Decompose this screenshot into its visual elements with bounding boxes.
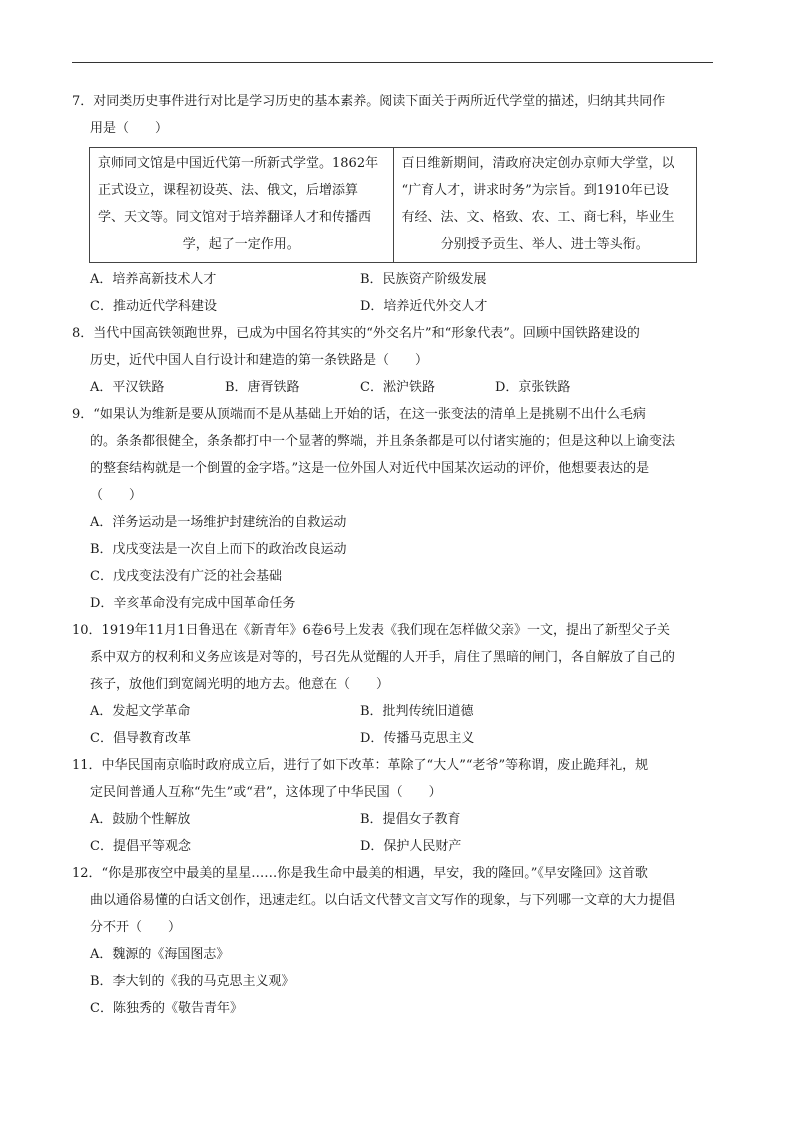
stem-line: 的。条条都很健全，条条都打中一个显著的弊端，并且条条都是可以付诸实施的；但是这种以上谕变法 <box>90 434 676 449</box>
option-b: B．提倡女子教育 <box>360 812 461 827</box>
stem-line: 的整套结构就是一个倒置的金字塔。”这是一位外国人对近代中国某次运动的评价，他想要表达的是 <box>90 461 650 476</box>
options <box>72 374 716 401</box>
stem-line: 曲以通俗易懂的白话文创作，迅速走红。以白话文代替文言文写作的现象，与下列哪一文章的大力提倡 <box>90 893 676 908</box>
option-b: B．戊戌变法是一次自上而下的政治改良运动 <box>90 542 347 557</box>
options <box>72 941 716 1022</box>
stem-line: 7．对同类历史事件进行对比是学习历史的基本素养。阅读下面关于两所近代学堂的描述，归纳其共同作 <box>72 94 666 109</box>
option-a: A．平汉铁路 <box>90 380 165 395</box>
stem-line: 8．当代中国高铁领跑世界，已成为中国名符其实的“外交名片”和“形象代表”。回顾中国铁路建设的 <box>72 326 640 341</box>
option-d: D．京张铁路 <box>495 380 571 395</box>
question-9 <box>72 401 716 617</box>
stem-line: 定民间普通人互称“先生”或“君”，这体现了中华民国（ ） <box>90 785 442 800</box>
option-d: D．培养近代外交人才 <box>360 299 488 314</box>
option-b: B．李大钊的《我的马克思主义观》 <box>90 974 295 989</box>
stem-line: 10．1919年11月1日鲁迅在《新青年》6卷6号上发表《我们现在怎样做父亲》一文，提出了新型父子关 <box>72 623 670 638</box>
question-stem <box>72 617 716 698</box>
option-a: A．培养高新技术人才 <box>90 272 217 287</box>
cell-line: 百日维新期间，清政府决定创办京师大学堂，以 <box>401 156 675 171</box>
stem-line: 9．“如果认为维新是要从顶端而不是从基础上开始的话，在这一张变法的清单上是挑剔不出什么毛病 <box>72 407 646 422</box>
question-8 <box>72 320 716 401</box>
question-stem <box>72 320 716 374</box>
option-c: C．提倡平等观念 <box>90 839 191 854</box>
option-b: B．批判传统旧道德 <box>360 704 474 719</box>
table-cell-tongwenguan <box>90 148 394 263</box>
stem-line: 系中双方的权利和义务应该是对等的，号召先从觉醒的人开手，肩住了黑暗的闸门，各自解放了自己的 <box>90 650 676 665</box>
options <box>72 266 716 320</box>
option-b: B．民族资产阶级发展 <box>360 272 487 287</box>
option-d: D．传播马克思主义 <box>360 731 475 746</box>
option-a: A．洋务运动是一场维护封建统治的自救运动 <box>90 515 347 530</box>
question-list <box>72 88 716 1022</box>
cell-line: 学，起了一定作用。 <box>182 237 300 252</box>
header-rule <box>72 62 713 63</box>
cell-line: 有经、法、文、格致、农、工、商七科，毕业生 <box>401 210 675 225</box>
stem-line: 12．“你是那夜空中最美的星星……你是我生命中最美的相遇，早安，我的隆回。”《早安隆回》这首歌 <box>72 866 648 881</box>
stem-line: （ ） <box>90 488 143 503</box>
cell-line: 学、天文等。同文馆对于培养翻译人才和传播西 <box>98 210 372 225</box>
option-a: A．发起文学革命 <box>90 704 191 719</box>
question-stem <box>72 752 716 806</box>
stem-line: 分不开（ ） <box>90 920 182 935</box>
question-stem <box>72 860 716 941</box>
cell-line: 分别授予贡生、举人、进士等头衔。 <box>440 237 649 252</box>
cell-line: “广育人才，讲求时务”为宗旨。到1910年已设 <box>401 183 669 198</box>
options <box>72 509 716 617</box>
cell-line: 正式设立，课程初设英、法、俄文，后增添算 <box>98 183 359 198</box>
question-11 <box>72 752 716 860</box>
option-b: B．唐胥铁路 <box>225 380 300 395</box>
table-cell-daxuetang <box>393 148 697 263</box>
option-a: A．鼓励个性解放 <box>90 812 191 827</box>
options <box>72 698 716 752</box>
stem-line: 用是（ ） <box>90 121 169 136</box>
question-stem <box>72 401 716 509</box>
stem-line: 11．中华民国南京临时政府成立后，进行了如下改革：革除了“大人”“老爷”等称谓，废止跪拜礼，规 <box>72 758 649 773</box>
question-12 <box>72 860 716 1022</box>
stem-line: 孩子，放他们到宽阔光明的地方去。他意在（ ） <box>90 677 390 692</box>
question-7 <box>72 88 716 320</box>
option-c: C．戊戌变法没有广泛的社会基础 <box>90 569 282 584</box>
option-c: C．推动近代学科建设 <box>90 299 217 314</box>
stem-line: 历史，近代中国人自行设计和建造的第一条铁路是（ ） <box>90 353 429 368</box>
question-10 <box>72 617 716 752</box>
option-c: C．陈独秀的《敬告青年》 <box>90 1001 243 1016</box>
question-stem <box>72 88 716 142</box>
cell-line: 京师同文馆是中国近代第一所新式学堂。1862年 <box>98 156 379 171</box>
option-c: C．倡导教育改革 <box>90 731 191 746</box>
option-d: D．辛亥革命没有完成中国革命任务 <box>90 596 296 611</box>
options <box>72 806 716 860</box>
option-d: D．保护人民财产 <box>360 839 462 854</box>
option-c: C．淞沪铁路 <box>360 380 435 395</box>
option-a: A．魏源的《海国图志》 <box>90 947 230 962</box>
comparison-table <box>89 147 697 263</box>
